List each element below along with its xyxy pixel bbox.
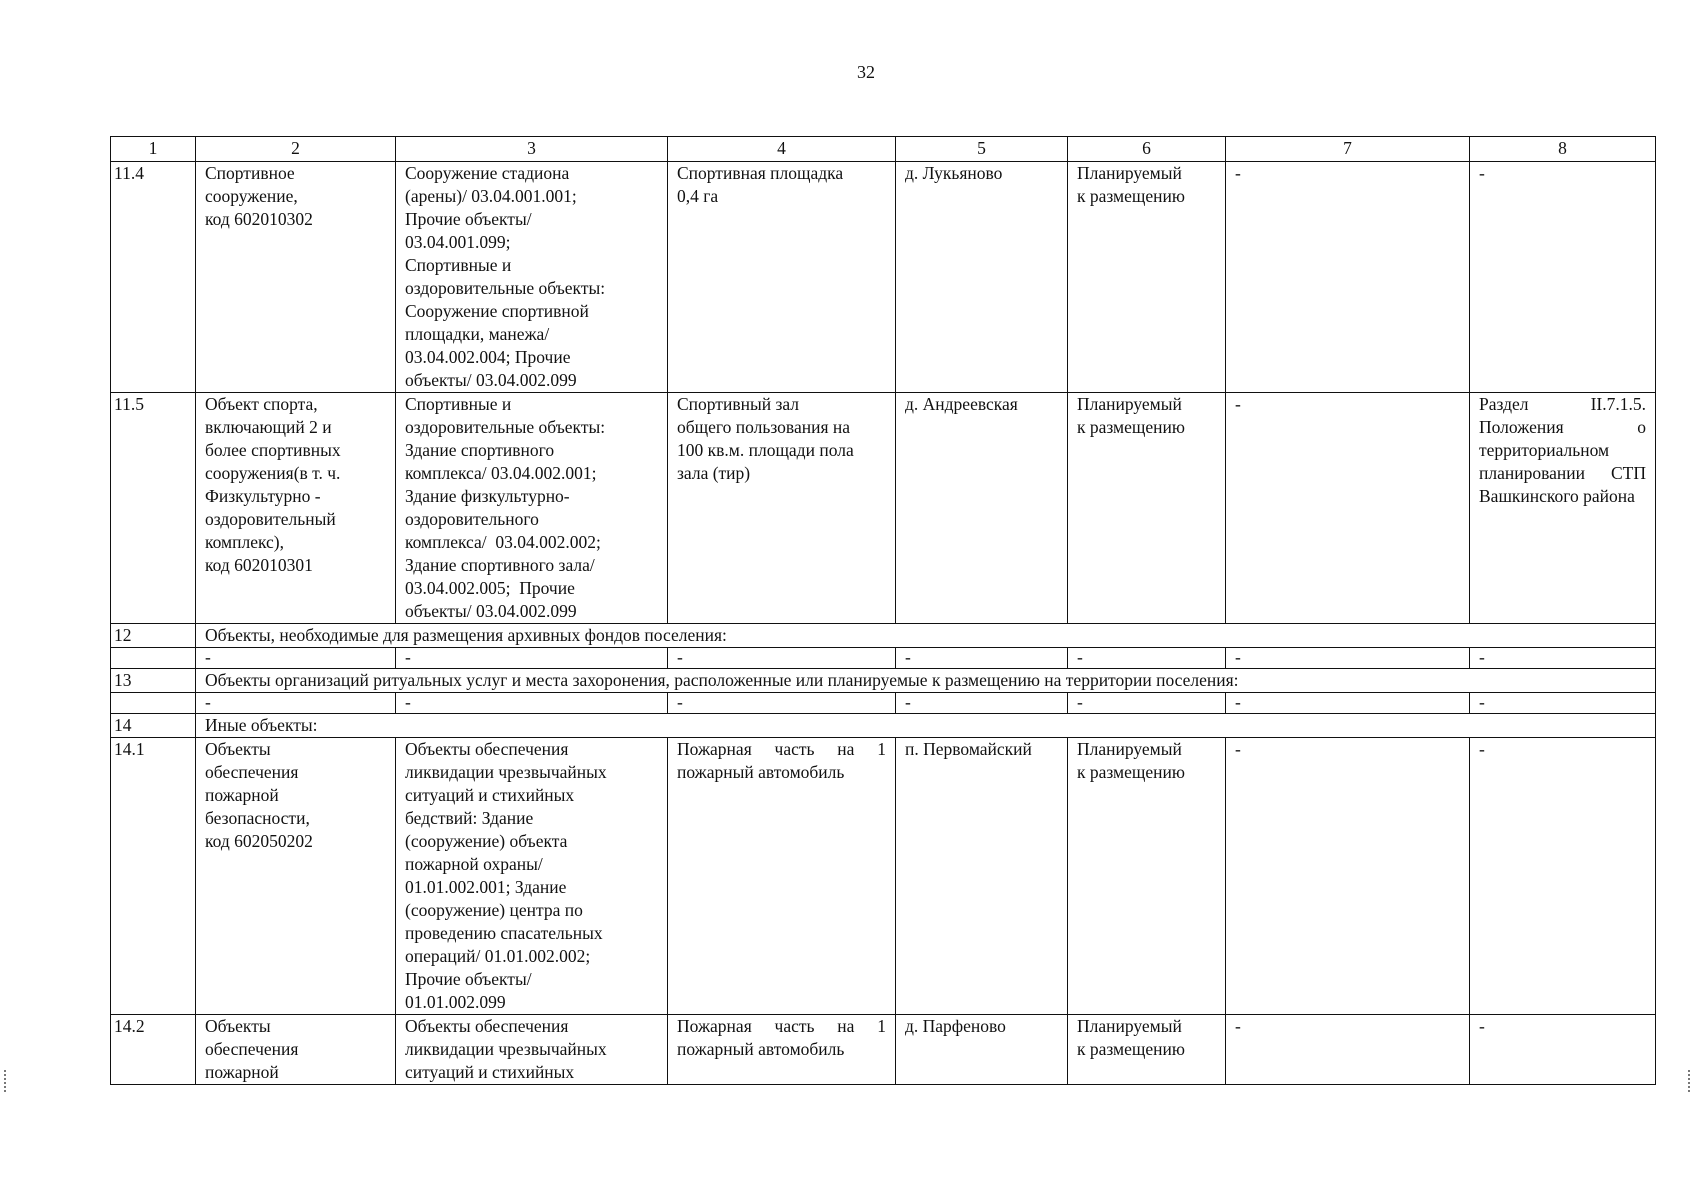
- object-name-cell: Объекты обеспечения пожарной: [196, 1015, 396, 1085]
- characteristics-cell: Спортивная площадка 0,4 га: [668, 162, 896, 393]
- location-cell: д. Андреевская: [896, 393, 1068, 624]
- table-row-11-5: [111, 393, 1656, 624]
- characteristics-cell: Пожарная часть на 1 пожарный автомобиль: [668, 738, 896, 1015]
- zone-cell: -: [1226, 738, 1470, 1015]
- empty-cell: -: [1226, 693, 1470, 714]
- empty-cell: -: [1068, 648, 1226, 669]
- section-title: Объекты, необходимые для размещения архивных фондов поселения:: [196, 624, 1656, 648]
- section-title: Объекты организаций ритуальных услуг и места захоронения, расположенные или планируемые к размещению на территории поселения:: [196, 669, 1656, 693]
- section-row-12: [111, 624, 1656, 648]
- reference-cell: -: [1470, 1015, 1656, 1085]
- empty-cell: -: [396, 648, 668, 669]
- empty-cell: -: [896, 693, 1068, 714]
- empty-cell: -: [196, 693, 396, 714]
- empty-row: [111, 693, 1656, 714]
- section-row-14: [111, 714, 1656, 738]
- location-cell: д. Парфеново: [896, 1015, 1068, 1085]
- characteristics-cell: Спортивный зал общего пользования на 100 кв.м. площади пола зала (тир): [668, 393, 896, 624]
- row-number: 14.2: [111, 1015, 196, 1085]
- row-number: 11.4: [111, 162, 196, 393]
- scan-edge-mark: [1688, 1070, 1692, 1092]
- row-number: 12: [111, 624, 196, 648]
- empty-cell: -: [1068, 693, 1226, 714]
- reference-cell: Раздел II.7.1.5. Положения о территориальном планировании СТП Вашкинского района: [1470, 393, 1656, 624]
- column-number-row: [111, 137, 1656, 162]
- row-number: 14: [111, 714, 196, 738]
- column-number: 1: [111, 137, 196, 162]
- object-type-cell: Объекты обеспечения ликвидации чрезвычайных ситуаций и стихийных бедствий: Здание (сооружение) объекта пожарной охраны/ 01.01.002.001; Здание (сооружение) центра по проведению спасательных операций/ 01.01.002.002; Прочие объекты/ 01.01.002.099: [396, 738, 668, 1015]
- table-row-11-4: [111, 162, 1656, 393]
- column-number: 5: [896, 137, 1068, 162]
- empty-cell: -: [668, 693, 896, 714]
- empty-cell: -: [1470, 693, 1656, 714]
- location-cell: п. Первомайский: [896, 738, 1068, 1015]
- object-type-cell: Сооружение стадиона (арены)/ 03.04.001.001; Прочие объекты/ 03.04.001.099; Спортивные и оздоровительные объекты: Сооружение спортивной площадки, манежа/ 03.04.002.004; Прочие объекты/ 03.04.002.099: [396, 162, 668, 393]
- object-name-cell: Спортивное сооружение, код 602010302: [196, 162, 396, 393]
- location-cell: д. Лукьяново: [896, 162, 1068, 393]
- status-cell: Планируемый к размещению: [1068, 162, 1226, 393]
- object-type-cell: Объекты обеспечения ликвидации чрезвычайных ситуаций и стихийных: [396, 1015, 668, 1085]
- status-cell: Планируемый к размещению: [1068, 1015, 1226, 1085]
- reference-cell: -: [1470, 738, 1656, 1015]
- row-number: 14.1: [111, 738, 196, 1015]
- zone-cell: -: [1226, 393, 1470, 624]
- column-number: 8: [1470, 137, 1656, 162]
- zone-cell: -: [1226, 1015, 1470, 1085]
- page-number: 32: [857, 62, 875, 82]
- empty-cell: -: [896, 648, 1068, 669]
- object-name-cell: Объекты обеспечения пожарной безопасности, код 602050202: [196, 738, 396, 1015]
- row-number: 13: [111, 669, 196, 693]
- reference-cell: -: [1470, 162, 1656, 393]
- column-number: 7: [1226, 137, 1470, 162]
- empty-cell: -: [396, 693, 668, 714]
- row-number: 11.5: [111, 393, 196, 624]
- empty-row: [111, 648, 1656, 669]
- empty-cell: -: [1470, 648, 1656, 669]
- section-title: Иные объекты:: [196, 714, 1656, 738]
- table-row-14-1: [111, 738, 1656, 1015]
- column-number: 3: [396, 137, 668, 162]
- column-number: 4: [668, 137, 896, 162]
- empty-cell: -: [196, 648, 396, 669]
- table-row-14-2: [111, 1015, 1656, 1085]
- planning-objects-table: [110, 136, 1656, 1085]
- object-name-cell: Объект спорта, включающий 2 и более спортивных сооружения(в т. ч. Физкультурно - оздоровительный комплекс), код 602010301: [196, 393, 396, 624]
- column-number: 2: [196, 137, 396, 162]
- scan-edge-mark: [4, 1070, 8, 1092]
- status-cell: Планируемый к размещению: [1068, 393, 1226, 624]
- characteristics-cell: Пожарная часть на 1 пожарный автомобиль: [668, 1015, 896, 1085]
- empty-cell: -: [668, 648, 896, 669]
- column-number: 6: [1068, 137, 1226, 162]
- object-type-cell: Спортивные и оздоровительные объекты: Здание спортивного комплекса/ 03.04.002.001; Здание физкультурно- оздоровительного комплекса/ 03.04.002.002; Здание спортивного зала/ 03.04.002.005; Прочие объекты/ 03.04.002.099: [396, 393, 668, 624]
- empty-cell: -: [1226, 648, 1470, 669]
- zone-cell: -: [1226, 162, 1470, 393]
- section-row-13: [111, 669, 1656, 693]
- status-cell: Планируемый к размещению: [1068, 738, 1226, 1015]
